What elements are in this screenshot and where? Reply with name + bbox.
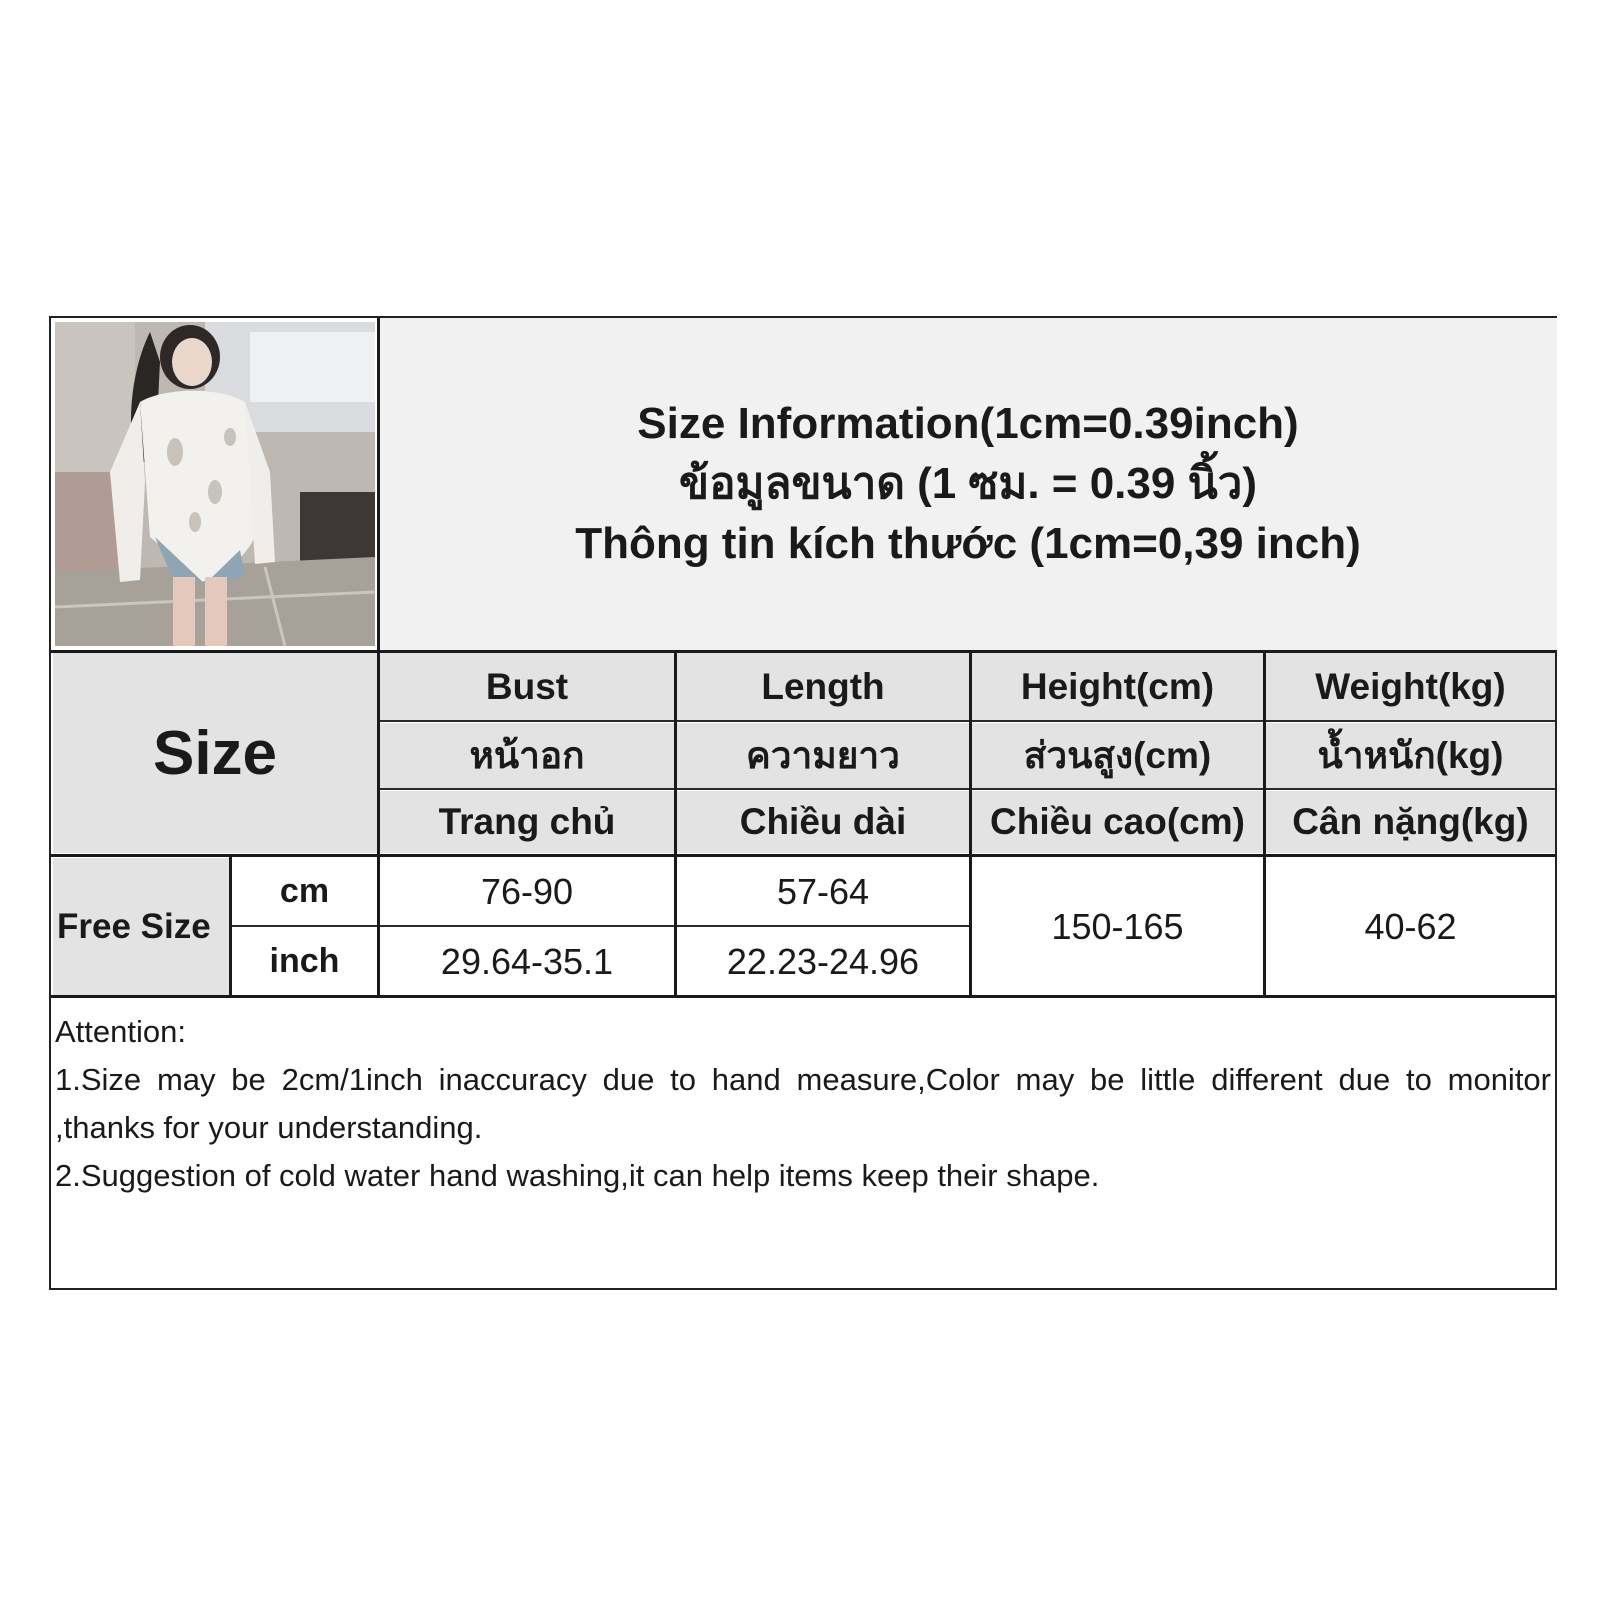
weight-header-vi: Cân nặng(kg): [1266, 791, 1555, 853]
height-header-en: Height(cm): [972, 653, 1263, 720]
grid-line: [969, 650, 972, 995]
height-value: 150-165: [972, 858, 1263, 995]
grid-line: [1263, 650, 1266, 995]
length-inch-value: 22.23-24.96: [677, 928, 969, 995]
size-information-title: [379, 318, 1557, 650]
title-vietnamese: Thông tin kích thước (1cm=0,39 inch): [575, 519, 1361, 568]
product-photo: [55, 322, 375, 646]
weight-value: 40-62: [1266, 858, 1555, 995]
bust-header-vi: Trang chủ: [380, 791, 674, 853]
free-size-label: Free Size: [53, 858, 229, 995]
bust-header-en: Bust: [380, 653, 674, 720]
height-header-vi: Chiều cao(cm): [972, 791, 1263, 853]
unit-inch: inch: [232, 928, 377, 995]
grid-line: [377, 788, 1555, 790]
title-thai: ข้อมูลขนาด (1 ซม. = 0.39 นิ้ว): [678, 459, 1257, 508]
height-header-th: ส่วนสูง(cm): [972, 723, 1263, 788]
grid-line: [377, 318, 380, 995]
grid-line: [51, 650, 1555, 653]
grid-line: [51, 995, 1555, 998]
size-header: Size: [53, 653, 377, 853]
product-photo-illustration: [55, 322, 375, 646]
weight-header-th: น้ำหนัก(kg): [1266, 723, 1555, 788]
size-chart: [49, 316, 1557, 1290]
length-header-vi: Chiều dài: [677, 791, 969, 853]
grid-line: [377, 720, 1555, 722]
grid-line: [51, 854, 1555, 857]
attention-note-2: 2.Suggestion of cold water hand washing,it can help items keep their shape.: [55, 1158, 1100, 1193]
grid-line: [229, 925, 971, 927]
weight-header-en: Weight(kg): [1266, 653, 1555, 720]
bust-cm-value: 76-90: [380, 858, 674, 925]
unit-cm: cm: [232, 858, 377, 925]
bust-header-th: หน้าอก: [380, 723, 674, 788]
grid-line: [229, 854, 232, 995]
length-header-en: Length: [677, 653, 969, 720]
grid-line: [674, 650, 677, 995]
attention-notes: [55, 1008, 1551, 1200]
length-header-th: ความยาว: [677, 723, 969, 788]
attention-note-1: 1.Size may be 2cm/1inch inaccuracy due to hand measure,Color may be little different due to monitor ,thanks for your understanding.: [55, 1062, 1551, 1145]
title-english: Size Information(1cm=0.39inch): [637, 399, 1299, 448]
bust-inch-value: 29.64-35.1: [380, 928, 674, 995]
length-cm-value: 57-64: [677, 858, 969, 925]
attention-heading: Attention:: [55, 1014, 186, 1049]
